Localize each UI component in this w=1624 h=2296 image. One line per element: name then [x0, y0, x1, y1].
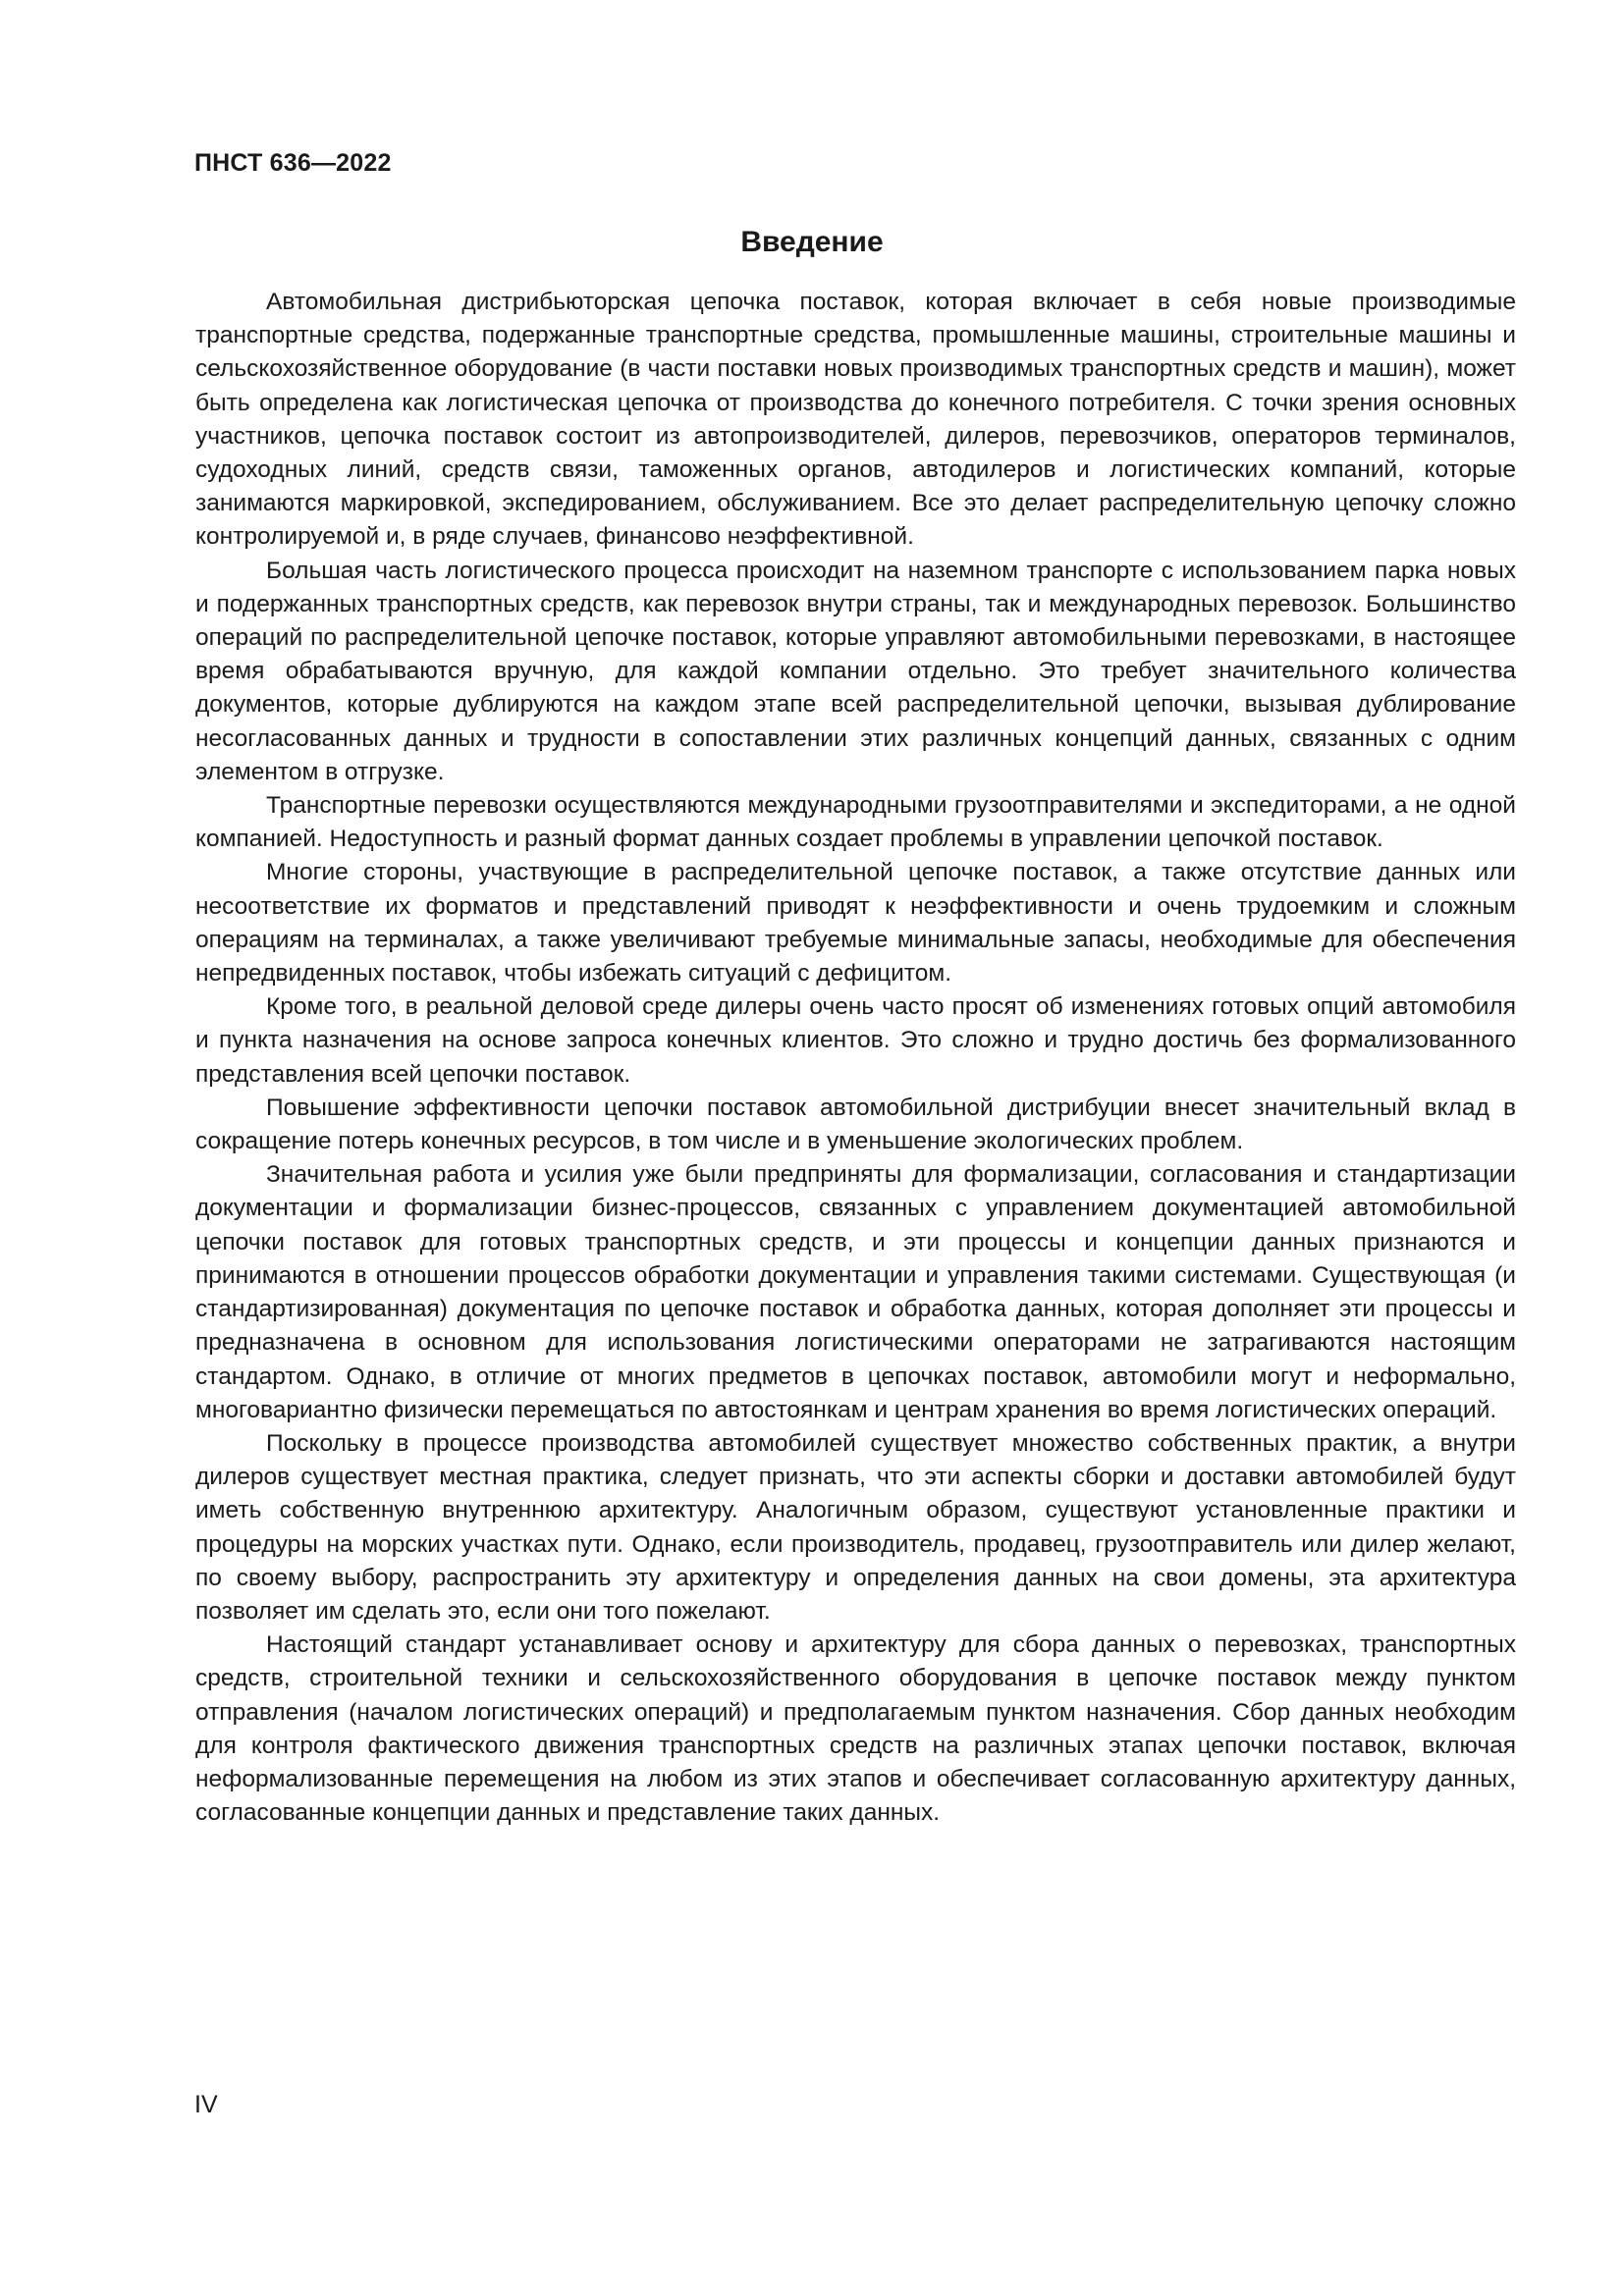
- introduction-body: [195, 286, 1516, 1830]
- page-number: IV: [194, 2091, 218, 2118]
- paragraph: Настоящий стандарт устанавливает основу и архитектуру для сбора данных о перевозках, транспортных средств, строительной техники и сельскохозяйственного оборудования в цепочке поставок между пунктом отправления (началом логистических операций) и предполагаемым пунктом назначения. Сбор данных необходим для контроля фактического движения транспортных средств на различных этапах цепочки поставок, включая неформализованные перемещения на любом из этих этапов и обеспечивает согласованную архитектуру данных, согласованные концепции данных и представление таких данных.: [195, 1631, 1516, 1827]
- paragraph: Значительная работа и усилия уже были предприняты для формализации, согласования и стандартизации документации и формализации бизнес-процессов, связанных с управлением документацией автомобильной цепочки поставок для готовых транспортных средств, и эти процессы и концепции данных признаются и принимаются в отношении процессов обработки документации и управления такими системами. Существующая (и стандартизированная) документация по цепочке поставок и обработка данных, которая дополняет эти процессы и предназначена в основном для использования логистическими операторами не затрагиваются настоящим стандартом. Однако, в отличие от многих предметов в цепочках поставок, автомобили могут и неформально, многовариантно физически перемещаться по автостоянкам и центрам хранения во время логистических операций.: [195, 1161, 1516, 1423]
- paragraph: Поскольку в процессе производства автомобилей существует множество собственных практик, а внутри дилеров существует местная практика, следует признать, что эти аспекты сборки и доставки автомобилей будут иметь собственную внутреннюю архитектуру. Аналогичным образом, существуют установленные практики и процедуры на морских участках пути. Однако, если производитель, продавец, грузоотправитель или дилер желают, по своему выбору, распространить эту архитектуру и определения данных на свои домены, эта архитектура позволяет им сделать это, если они того пожелают.: [195, 1429, 1516, 1625]
- document-code: ПНСТ 636—2022: [194, 149, 392, 177]
- paragraph: Транспортные перевозки осуществляются международными грузоотправителями и экспедиторами, а не одной компанией. Недоступность и разный формат данных создает проблемы в управлении цепочкой поставок.: [195, 792, 1516, 853]
- paragraph: Автомобильная дистрибьюторская цепочка поставок, которая включает в себя новые производимые транспортные средства, подержанные транспортные средства, промышленные машины, строительные машины и сельскохозяйственное оборудование (в части поставки новых производимых транспортных средств и машин), может быть определена как логистическая цепочка от производства до конечного потребителя. С точки зрения основных участников, цепочка поставок состоит из автопроизводителей, дилеров, перевозчиков, операторов терминалов, судоходных линий, средств связи, таможенных органов, автодилеров и логистических компаний, которые занимаются маркировкой, экспедированием, обслуживанием. Все это делает распределительную цепочку сложно контролируемой и, в ряде случаев, финансово неэффективной.: [195, 289, 1516, 551]
- paragraph: Кроме того, в реальной деловой среде дилеры очень часто просят об изменениях готовых опций автомобиля и пункта назначения на основе запроса конечных клиентов. Это сложно и трудно достичь без формализованного представления всей цепочки поставок.: [195, 993, 1516, 1088]
- paragraph: Многие стороны, участвующие в распределительной цепочке поставок, а также отсутствие данных или несоответствие их форматов и представлений приводят к неэффективности и очень трудоемким и сложным операциям на терминалах, а также увеличивают требуемые минимальные запасы, необходимые для обеспечения непредвиденных поставок, чтобы избежать ситуаций с дефицитом.: [195, 859, 1516, 988]
- section-title: Введение: [740, 226, 884, 258]
- paragraph: Повышение эффективности цепочки поставок автомобильной дистрибуции внесет значительный вклад в сокращение потерь конечных ресурсов, в том числе и в уменьшение экологических проблем.: [195, 1094, 1516, 1155]
- paragraph: Большая часть логистического процесса происходит на наземном транспорте с использованием парка новых и подержанных транспортных средств, как перевозок внутри страны, так и международных перевозок. Большинство операций по распределительной цепочке поставок, которые управляют автомобильными перевозками, в настоящее время обрабатываются вручную, для каждой компании отдельно. Это требует значительного количества документов, которые дублируются на каждом этапе всей распределительной цепочки, вызывая дублирование несогласованных данных и трудности в сопоставлении этих различных концепций данных, связанных с одним элементом в отгрузке.: [195, 557, 1516, 785]
